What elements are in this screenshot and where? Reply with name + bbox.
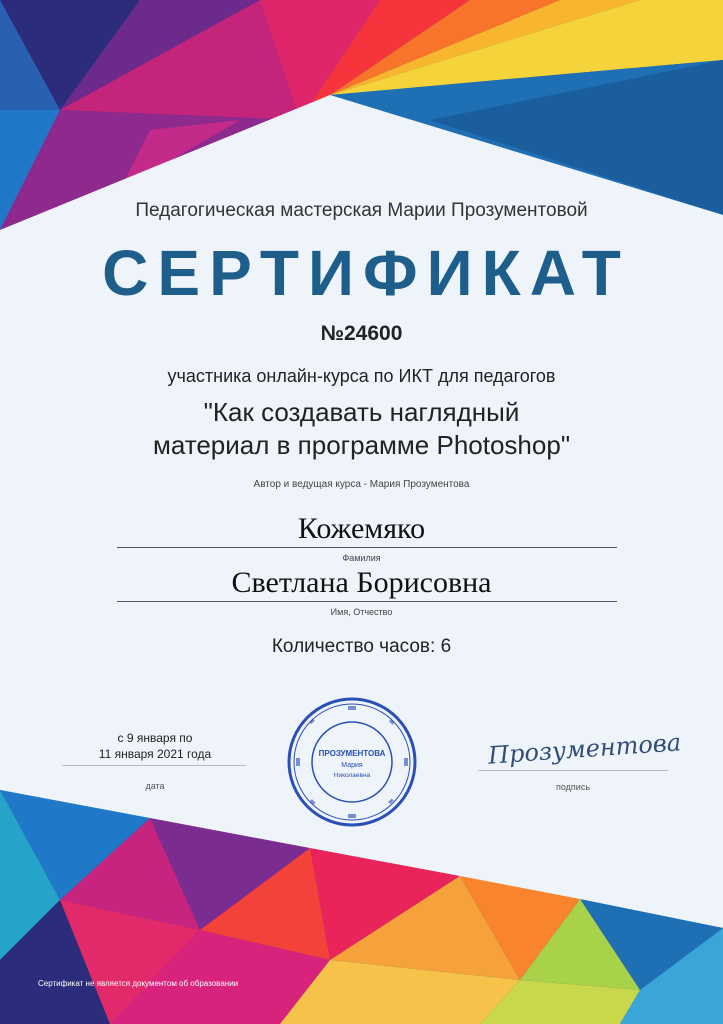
first-name: Светлана Борисовна <box>231 566 492 599</box>
course-hours: Количество часов: 6 <box>271 636 452 657</box>
date-underline <box>62 765 246 766</box>
course-dates <box>60 730 250 762</box>
stamp-text-line-3: Николаевна <box>333 772 371 779</box>
certificate-subtitle: участника онлайн-курса по ИКТ для педагогов <box>167 366 556 386</box>
last-name-underline <box>117 547 617 548</box>
stamp-text-line-1: ПРОЗУМЕНТОВА <box>318 749 386 758</box>
stamp-text-line-2: Мария <box>341 762 363 769</box>
footer-note: Сертификат не является документом об образовании <box>38 979 239 988</box>
certificate-number: №24600 <box>320 322 403 345</box>
course-author: Автор и ведущая курса - Мария Прозументова <box>253 479 470 490</box>
date-line-2: 11 января 2021 года <box>98 747 212 761</box>
official-stamp <box>286 696 418 828</box>
organization-name: Педагогическая мастерская Марии Прозументовой <box>135 200 588 221</box>
signature-underline <box>478 770 668 771</box>
first-name-underline <box>117 601 617 602</box>
last-name: Кожемяко <box>297 512 426 545</box>
course-title-line-2: материал в программе Photoshop" <box>152 430 571 460</box>
signature-caption: подпись <box>555 782 591 792</box>
signature: Прозументова <box>487 728 682 770</box>
first-name-caption: Имя, Отчество <box>330 607 393 617</box>
course-title-line-1: "Как создавать наглядный <box>203 397 520 427</box>
date-caption: дата <box>145 781 165 791</box>
date-line-1: с 9 января по <box>117 731 193 745</box>
last-name-caption: Фамилия <box>342 553 381 563</box>
certificate-title: СЕРТИФИКАТ <box>102 237 630 309</box>
course-title <box>0 396 723 462</box>
